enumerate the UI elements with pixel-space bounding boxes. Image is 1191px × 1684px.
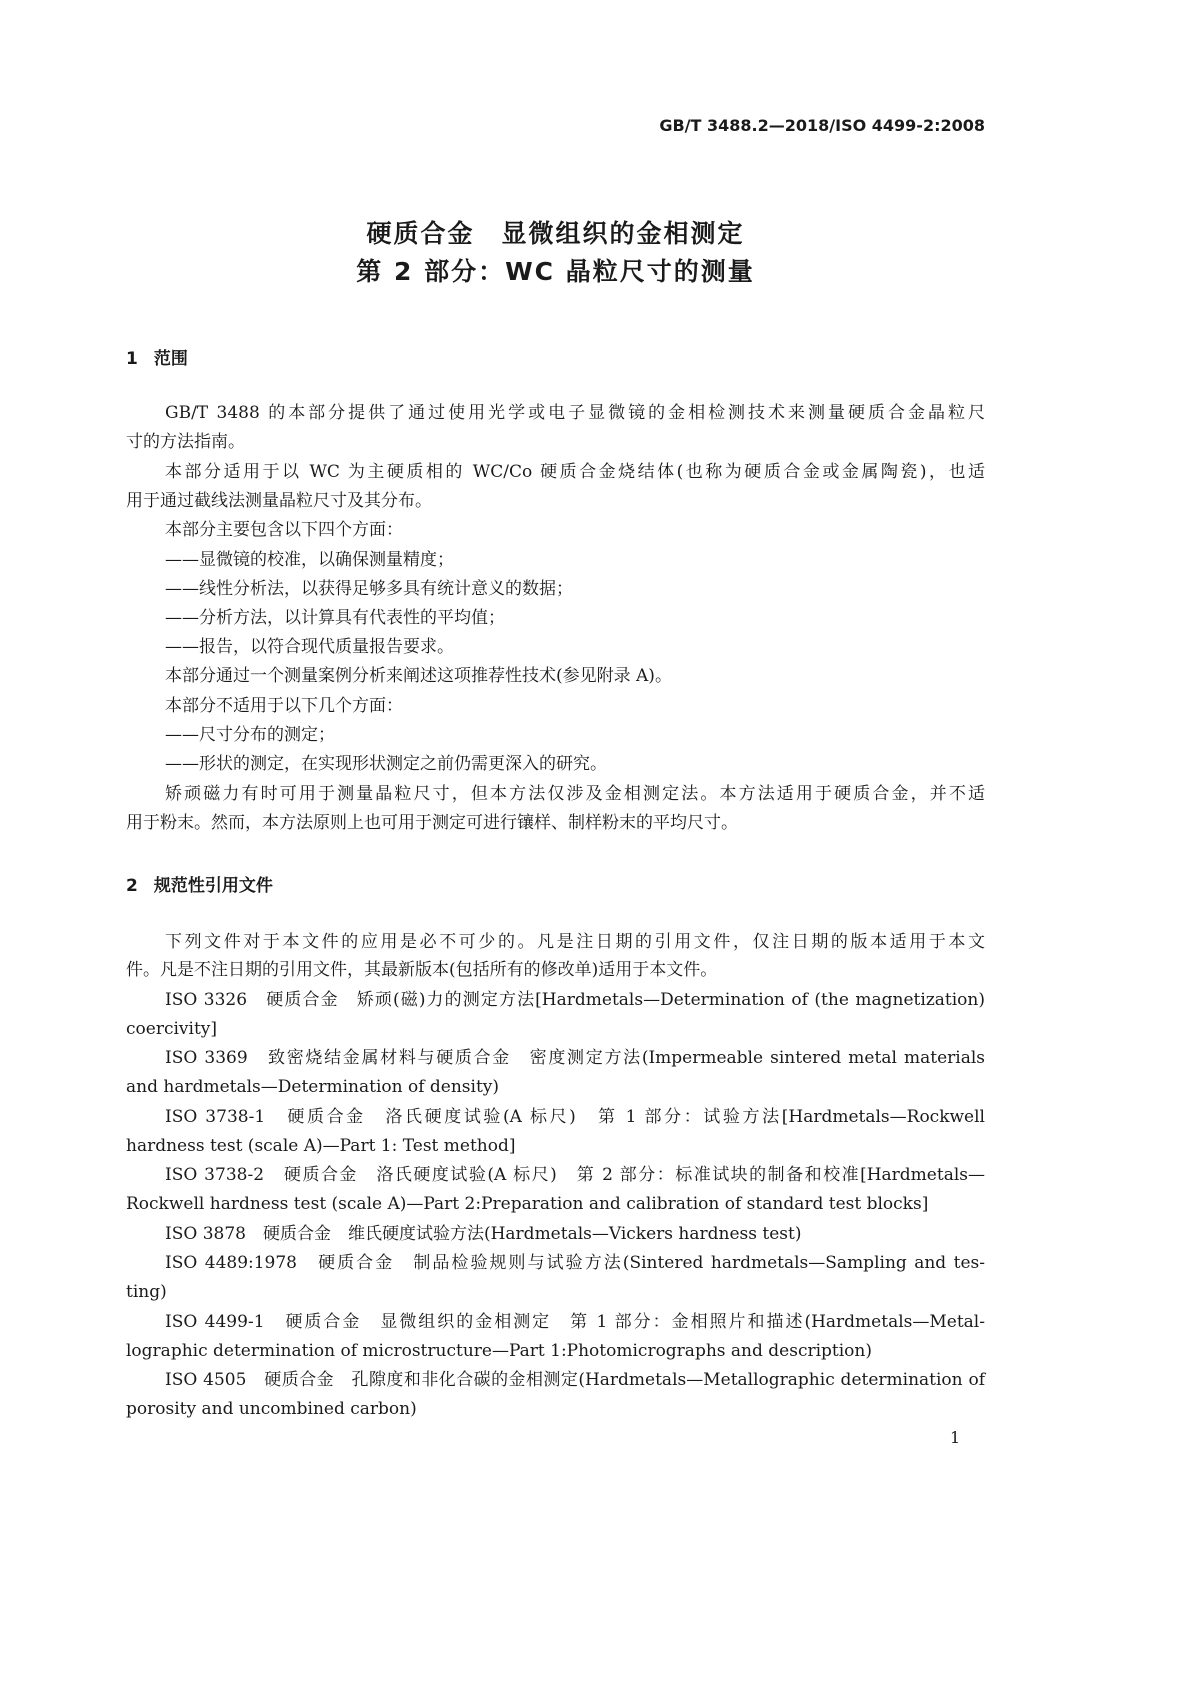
list-item: ——报告，以符合现代质量报告要求。 [165,637,454,657]
reference-entry: lographic determination of microstructure—Part 1:Photomicrographs and description) [126,1341,872,1361]
paragraph-line: 本部分通过一个测量案例分析来阐述这项推荐性技术(参见附录 A)。 [165,666,672,686]
reference-entry: ISO 3369 致密烧结金属材料与硬质合金 密度测定方法(Impermeable sintered metal materials [165,1048,985,1068]
section-2-heading [126,871,289,896]
paragraph-line: 用于粉末。然而，本方法原则上也可用于测定可进行镶样、制样粉末的平均尺寸。 [126,813,738,833]
list-item: ——分析方法，以计算具有代表性的平均值； [165,608,505,628]
document-title-line-1: 硬质合金 显微组织的金相测定 [366,219,745,248]
paragraph-line: 本部分适用于以 WC 为主硬质相的 WC/Co 硬质合金烧结体(也称为硬质合金或金属陶瓷)，也适 [165,462,985,482]
paragraph-line: GB/T 3488 的本部分提供了通过使用光学或电子显微镜的金相检测技术来测量硬质合金晶粒尺 [165,403,985,423]
list-item: ——线性分析法，以获得足够多具有统计意义的数据； [165,579,573,599]
section-title: 规范性引用文件 [153,876,273,896]
paragraph-line: 本部分主要包含以下四个方面： [165,520,403,540]
paragraph-line: 件。凡是不注日期的引用文件，其最新版本(包括所有的修改单)适用于本文件。 [126,960,718,980]
reference-entry: coercivity] [126,1019,218,1039]
reference-entry: ISO 4505 硬质合金 孔隙度和非化合碳的金相测定(Hardmetals—Metallographic determination of [165,1370,985,1390]
reference-entry: ISO 3878 硬质合金 维氏硬度试验方法(Hardmetals—Vickers hardness test) [165,1224,802,1244]
paragraph-line: 用于通过截线法测量晶粒尺寸及其分布。 [126,491,432,511]
list-item: ——显微镜的校准，以确保测量精度； [165,550,454,570]
section-number: 1 [126,349,138,369]
reference-entry: ISO 3738-2 硬质合金 洛氏硬度试验(A 标尺) 第 2 部分：标准试块的制备和校准[Hardmetals— [165,1165,985,1185]
section-title: 范围 [153,349,188,369]
list-item: ——尺寸分布的测定； [165,725,335,745]
paragraph-line: 矫顽磁力有时可用于测量晶粒尺寸，但本方法仅涉及金相测定法。本方法适用于硬质合金，并不适 [165,784,985,804]
reference-entry: porosity and uncombined carbon) [126,1399,417,1419]
page-number: 1 [950,1428,961,1447]
reference-entry: Rockwell hardness test (scale A)—Part 2:Preparation and calibration of standard test blocks] [126,1194,929,1214]
reference-entry: ting) [126,1282,167,1302]
section-1-heading [126,344,204,369]
reference-entry: ISO 3326 硬质合金 矫顽(磁)力的测定方法[Hardmetals—Determination of (the magnetization) [165,990,985,1010]
reference-entry: ISO 3738-1 硬质合金 洛氏硬度试验(A 标尺) 第 1 部分：试验方法[Hardmetals—Rockwell [165,1107,985,1127]
document-header-code: GB/T 3488.2—2018/ISO 4499-2:2008 [659,116,985,135]
reference-entry: and hardmetals—Determination of density) [126,1077,500,1097]
document-title-line-2: 第 2 部分：WC 晶粒尺寸的测量 [356,257,755,286]
section-number: 2 [126,876,138,896]
paragraph-line: 下列文件对于本文件的应用是必不可少的。凡是注日期的引用文件，仅注日期的版本适用于本文 [165,932,985,952]
reference-entry: hardness test (scale A)—Part 1: Test method] [126,1136,516,1156]
paragraph-line: 寸的方法指南。 [126,432,245,452]
reference-entry: ISO 4499-1 硬质合金 显微组织的金相测定 第 1 部分：金相照片和描述(Hardmetals—Metal- [165,1312,985,1332]
paragraph-line: 本部分不适用于以下几个方面： [165,696,403,716]
list-item: ——形状的测定，在实现形状测定之前仍需更深入的研究。 [165,754,607,774]
reference-entry: ISO 4489:1978 硬质合金 制品检验规则与试验方法(Sintered hardmetals—Sampling and tes- [165,1253,985,1273]
